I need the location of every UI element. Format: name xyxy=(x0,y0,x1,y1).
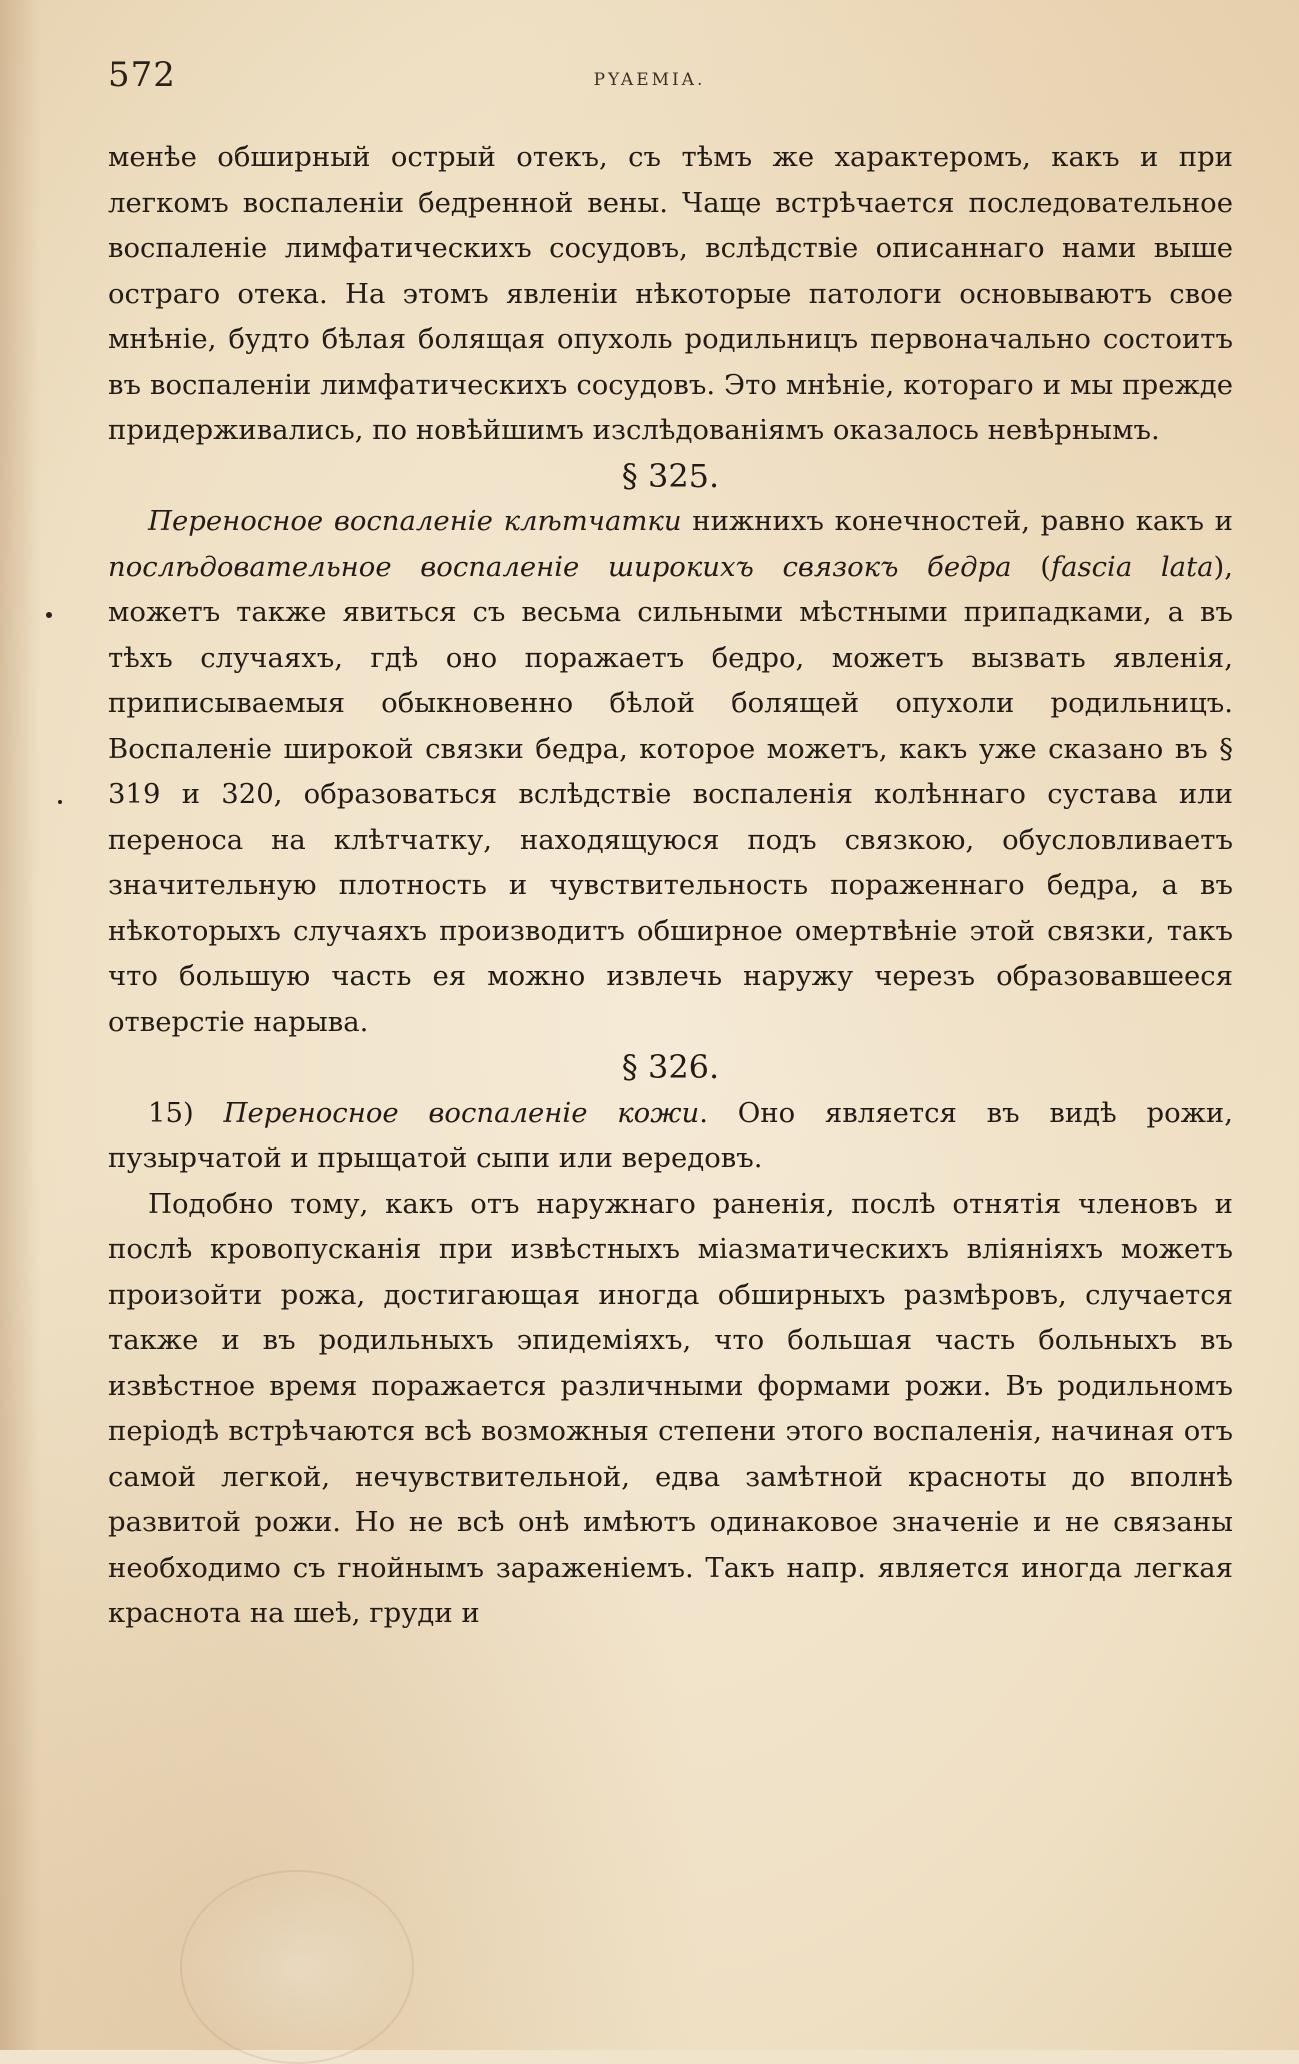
italic-term: Переносное воспаленіе кожи xyxy=(223,1096,700,1129)
paragraph-2 xyxy=(108,499,1233,1045)
italic-term: Переносное воспаленіе клѣтчатки xyxy=(148,505,682,537)
text-run: . Оно является въ видѣ рожи, пузырчатой и прыщатой сыпи или вередовъ. xyxy=(108,1096,1233,1174)
ink-dot xyxy=(46,612,52,618)
page-number: 572 xyxy=(108,55,176,95)
paragraph-4: Подобно тому, какъ отъ наружнаго раненія, послѣ отнятія членовъ и послѣ кровопусканія при извѣстныхъ міазматическихъ вліяніяхъ можетъ произойти рожа, достигающая иногда обширныхъ размѣровъ, случается также и въ родильныхъ эпидеміяхъ, что большая часть больныхъ въ извѣстное время поражается различными формами рожи. Въ родильномъ періодѣ встрѣчаются всѣ возможныя степени этого воспаленія, начиная отъ самой легкой, нечувствительной, едва замѣтной красноты до вполнѣ развитой рожи. Но не всѣ онѣ имѣютъ одинаковое значеніе и не связаны необходимо съ гнойнымъ зараженіемъ. Такъ напр. является иногда легкая краснота на шеѣ, груди и xyxy=(108,1187,1233,1629)
text-run: ( xyxy=(1011,550,1051,583)
ink-dot xyxy=(58,800,62,804)
paragraph-3 xyxy=(108,1091,1233,1182)
latin-term: fascia lata xyxy=(1050,550,1214,583)
paragraph-1: менѣе обширный острый отекъ, съ тѣмъ же характеромъ, какъ и при легкомъ воспаленіи бедренной вены. Чаще встрѣчается последовательное воспаленіе лимфатическихъ сосудовъ, вслѣдствіе описаннаго нами выше остраго отека. На этомъ явленіи нѣкоторые патологи основываютъ свое мнѣніе, будто бѣлая болящая опухоль родильницъ первоначально состоитъ въ воспаленіи лимфатическихъ сосудовъ. Это мнѣніе, котораго и мы прежде придерживались, по новѣйшимъ изслѣдованіямъ оказалось невѣрнымъ. xyxy=(108,141,1233,446)
page-body xyxy=(108,135,1233,1637)
text-run: ), можетъ также явиться съ весьма сильными мѣстными припадками, а въ тѣхъ случаяхъ, гдѣ оно поражаетъ бедро, можетъ вызвать явленія, приписываемыя обыкновенно бѣлой болящей опухоли родильницъ. Воспаленіе широкой связки бедра, которое можетъ, какъ уже сказано въ § 319 и 320, образоваться вслѣдствіе воспаленія колѣннаго сустава или переноса на клѣтчатку, находящуюся подъ связкою, обусловливаетъ значительную плотность и чувствительность пораженнаго бедра, а въ нѣкоторыхъ случаяхъ производитъ обширное омертвѣніе этой связки, такъ что большую часть ея можно извлечь наружу черезъ образовавшееся отверстіе нарыва. xyxy=(108,550,1234,1038)
section-heading-326: § 326. xyxy=(621,1048,720,1086)
italic-term: послѣдовательное воспаленіе широкихъ связокъ бедра xyxy=(108,550,1012,583)
list-number: 15) xyxy=(148,1096,224,1129)
paper-stain xyxy=(180,1870,414,2064)
running-title: PYAEMIA. xyxy=(593,70,706,90)
section-heading-325: § 325. xyxy=(621,456,720,495)
text-run: нижнихъ конечностей, равно какъ и xyxy=(681,505,1233,537)
